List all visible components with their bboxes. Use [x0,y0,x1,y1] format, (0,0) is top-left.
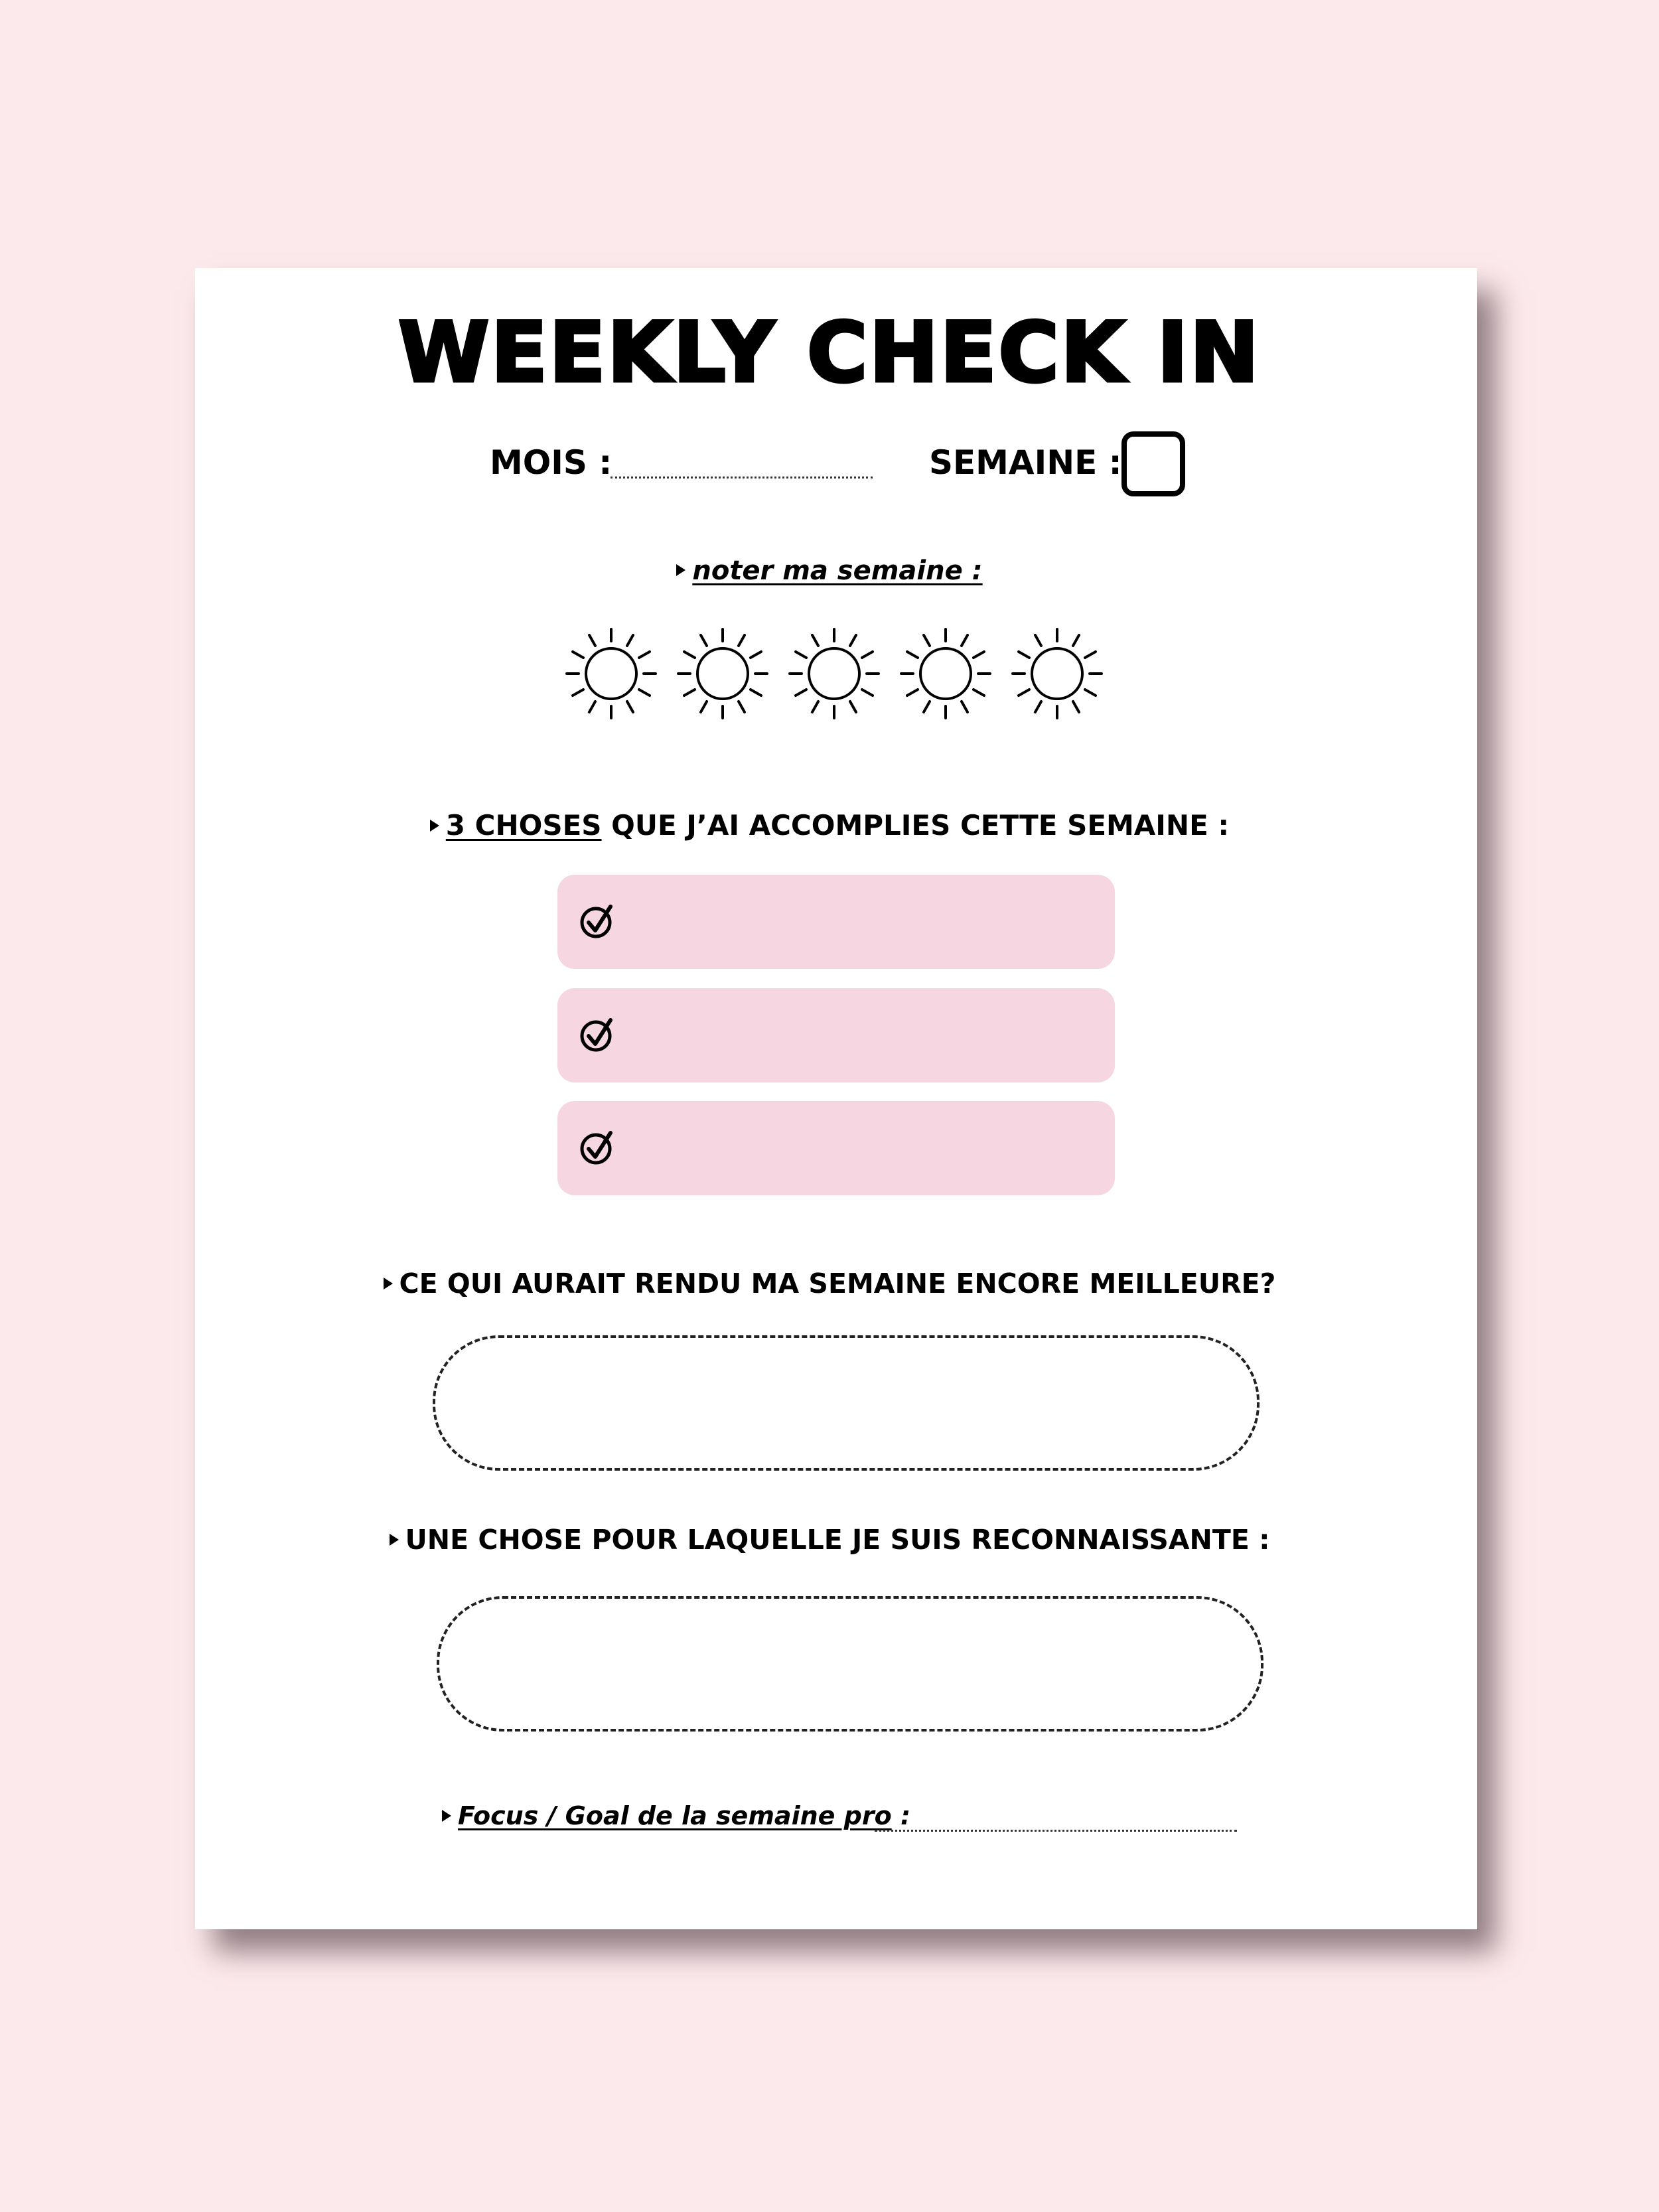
gratitude-field[interactable] [437,1596,1263,1732]
arrow-bullet-icon [442,1810,451,1822]
rating-heading [0,557,1659,584]
sun-icon[interactable] [784,624,884,723]
sun-rating[interactable] [561,624,1112,723]
accomplishment-field-2[interactable] [557,988,1115,1082]
accomplishments-label-highlight: 3 CHOSES [445,809,602,842]
rating-label: noter ma semaine : [692,555,983,586]
sun-icon[interactable] [896,624,995,723]
check-circle-icon [579,1016,616,1053]
check-circle-icon [579,1129,616,1166]
sun-icon[interactable] [1007,624,1107,723]
arrow-bullet-icon [384,1278,393,1290]
sun-icon[interactable] [561,624,661,723]
accomplishment-field-3[interactable] [557,1101,1115,1195]
better-week-field[interactable] [433,1335,1260,1471]
focus-suffix: : [891,1801,911,1830]
arrow-bullet-icon [430,820,439,832]
page-title: WEEKLY CHECK IN [398,305,1261,401]
focus-field[interactable] [875,1830,1237,1832]
check-circle-icon [579,903,616,940]
mois-field[interactable] [611,477,873,479]
arrow-bullet-icon [676,564,685,576]
accomplishment-field-1[interactable] [557,875,1115,969]
focus-label: Focus / Goal de la semaine pro [458,1801,892,1830]
gratitude-heading [0,1526,1659,1554]
better-week-label: CE QUI AURAIT RENDU MA SEMAINE ENCORE MEILLEURE? [399,1268,1276,1299]
mois-label: MOIS : [490,443,613,482]
accomplishments-heading [0,809,1659,842]
semaine-label: SEMAINE : [929,443,1122,482]
arrow-bullet-icon [390,1534,399,1546]
accomplishments-label: QUE J’AI ACCOMPLIES CETTE SEMAINE : [601,809,1230,842]
focus-heading [442,1803,910,1828]
better-week-heading [0,1270,1659,1297]
sun-icon[interactable] [673,624,772,723]
gratitude-label: UNE CHOSE POUR LAQUELLE JE SUIS RECONNAISSANTE : [405,1524,1270,1556]
semaine-checkbox[interactable] [1121,431,1185,496]
